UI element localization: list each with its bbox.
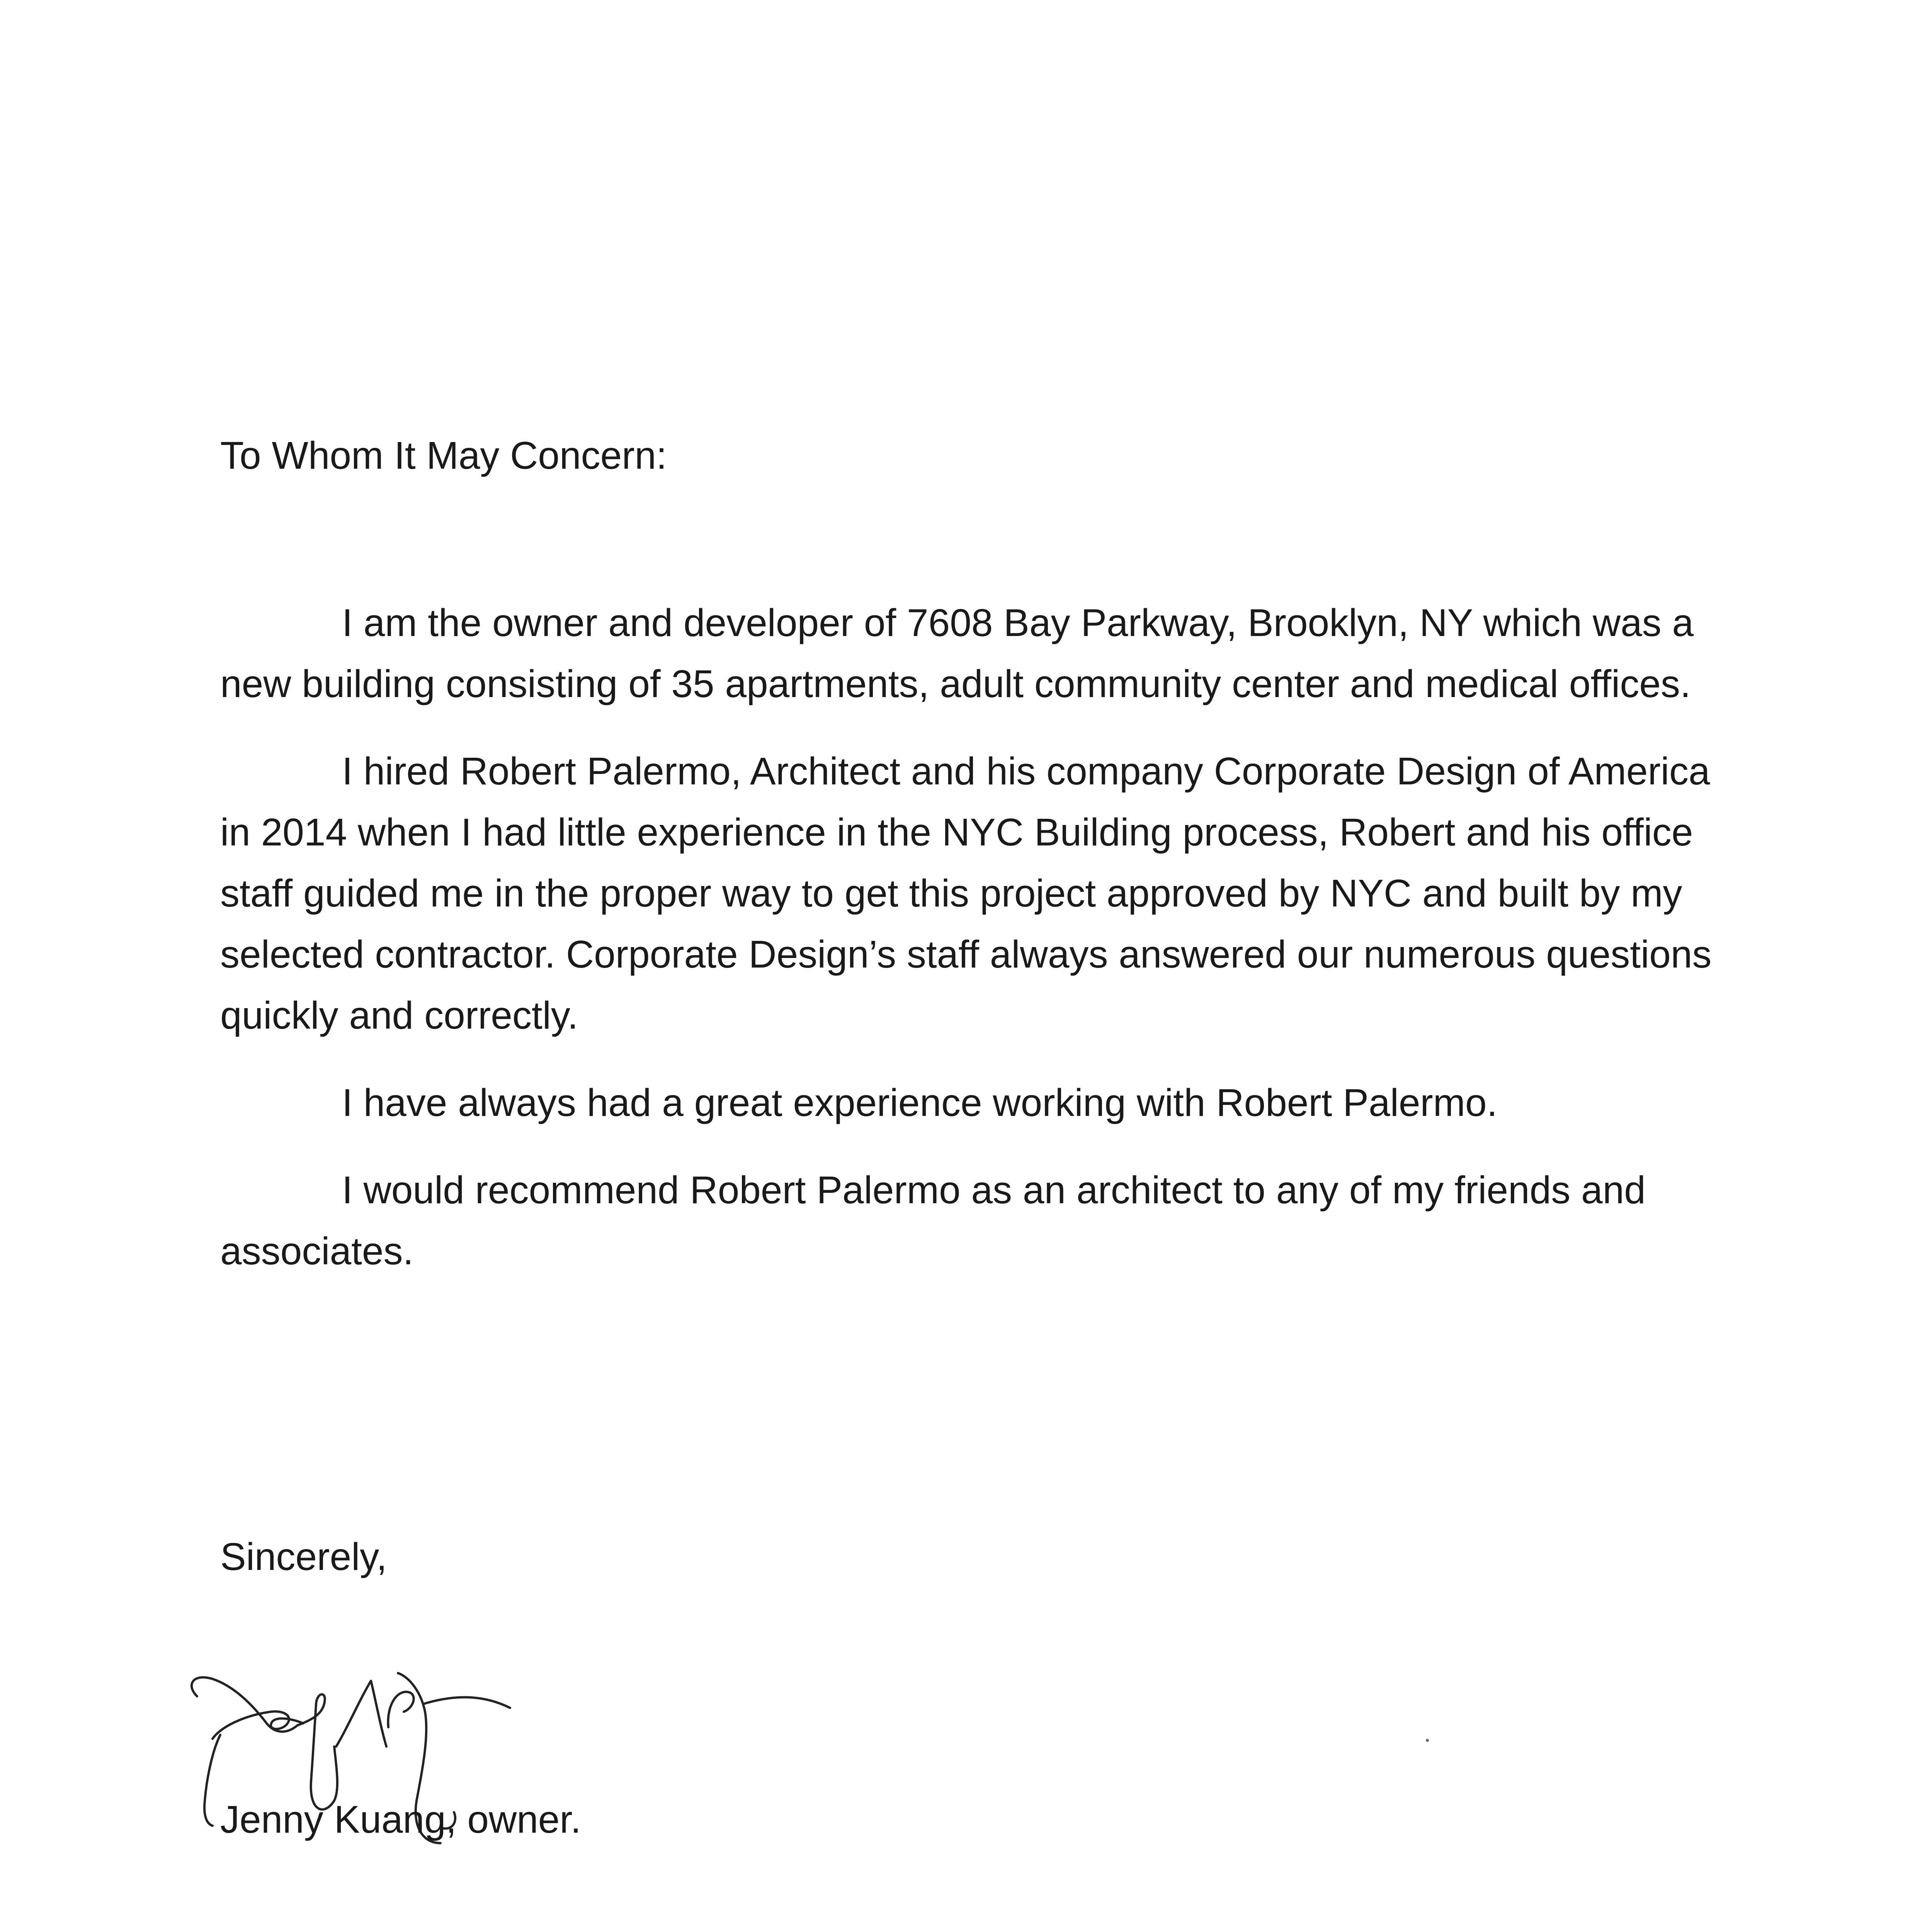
scan-speck — [1426, 1739, 1429, 1742]
letter-body — [220, 425, 1727, 1308]
paragraph-owner-intro: I am the owner and developer of 7608 Bay Parkway, Brooklyn, NY which was a new building consisting of 35 apartments, adult community center and medical offices. — [220, 601, 1694, 706]
closing: Sincerely, — [220, 1535, 387, 1578]
paragraph-recommendation: I would recommend Robert Palermo as an architect to any of my friends and associates. — [220, 1168, 1646, 1273]
signer-name: Jenny Kuang, owner. — [220, 1798, 581, 1841]
paragraph-hiring-experience: I hired Robert Palermo, Architect and his company Corporate Design of America in 2014 when I had little experience in the NYC Building process, Robert and his office staff guided me in the proper way to get this project approved by NYC and built by my selected contractor. Corporate Design’s staff always answered our numerous questions quickly and correctly. — [220, 750, 1712, 1037]
salutation: To Whom It May Concern: — [220, 434, 667, 477]
paragraph-great-experience: I have always had a great experience working with Robert Palermo. — [342, 1081, 1498, 1124]
